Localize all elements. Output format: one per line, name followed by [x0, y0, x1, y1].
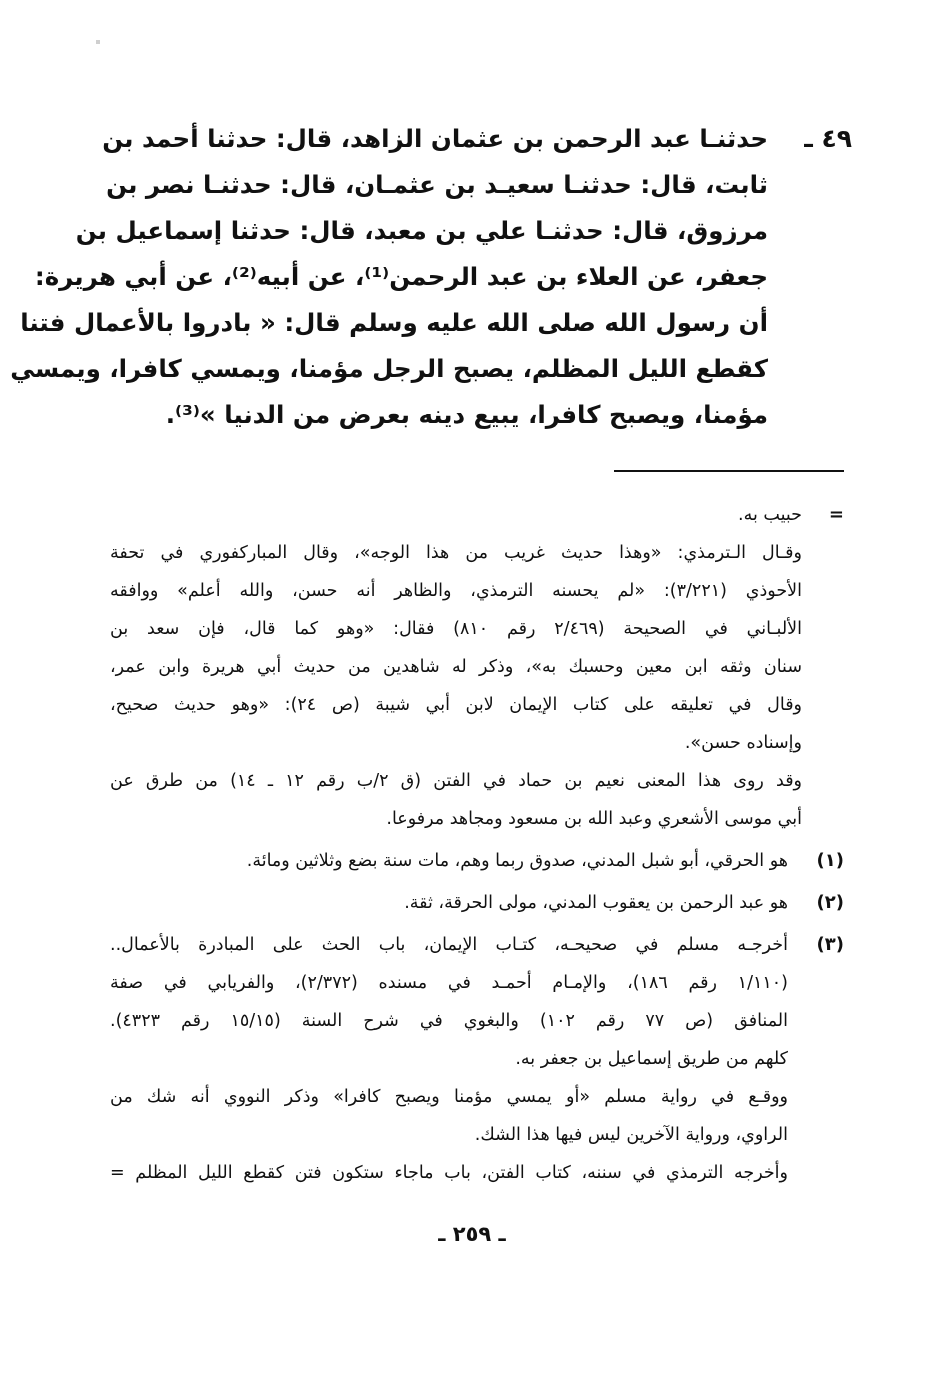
hadith-line: حدثنـا عبد الرحمن بن عثمان الزاهد، قال: حدثنا أحمد بن	[102, 124, 768, 153]
footnote-marker: =	[828, 504, 844, 525]
hadith-text	[10, 116, 768, 438]
footnote-line: أخرجـه مسلم في صحيحـه، كتـاب الإيمان، باب الحث على المبادرة بالأعمال..	[110, 935, 788, 955]
hadith-line: ثابت، قال: حدثنـا سعيـد بن عثمـان، قال: حدثنـا نصر بن	[106, 170, 768, 199]
footnotes	[110, 496, 844, 1196]
hadith-line: كقطع الليل المظلم، يصبح الرجل مؤمنا، ويمسي كافرا، ويمسي	[10, 354, 768, 383]
hadith-49	[10, 116, 852, 438]
footnote-marker: (٣)	[816, 934, 844, 955]
footnote-line: المنافق (ص ٧٧ رقم ١٠٢) والبغوي في شرح السنة (١٥/١٥ رقم ٤٣٢٣).	[110, 1011, 789, 1031]
footnote-text	[110, 926, 788, 1192]
footnote-marker: (١)	[816, 850, 844, 871]
footnote-continuation	[110, 496, 844, 838]
footnote-marker: (٢)	[816, 892, 844, 913]
footnote-line: وقد روى هذا المعنى نعيم بن حماد في الفتن (ق ٢/ب رقم ١٢ ـ ١٤) من طرق عن	[110, 771, 803, 791]
footnote-line: وقـال الـترمذي: «وهذا حديث غريب من هذا الوجه»، وقال المباركفوري في تحفة	[110, 543, 802, 563]
footnote-line: الراوي، ورواية الآخرين ليس فيها هذا الشك.	[474, 1125, 788, 1145]
hadith-line: أن رسول الله صلى الله عليه وسلم قال: « بادروا بالأعمال فتنا	[20, 308, 768, 337]
hadith-number: ٤٩ ـ	[804, 124, 852, 153]
page-number: ـ ٢٥٩ ـ	[438, 1222, 506, 1246]
footnote-text	[110, 496, 802, 838]
footnote-text	[110, 842, 788, 880]
footnote-line: هو الحرقي، أبو شبل المدني، صدوق ربما وهم، مات سنة بضع وثلاثين ومائة.	[246, 851, 788, 871]
footnote-1	[110, 842, 844, 880]
footnote-line: كلهم من طريق إسماعيل بن جعفر به.	[515, 1049, 788, 1069]
footnote-2	[110, 884, 844, 922]
footnote-3	[110, 926, 844, 1192]
footnote-line: وقال في تعليقه على كتاب الإيمان لابن أبي شيبة (ص ٢٤): «وهو حديث صحيح،	[110, 695, 803, 715]
footnote-line: وإسناده حسن».	[684, 733, 802, 753]
footnote-line: الألبـاني في الصحيحة (٢/٤٦٩ رقم ٨١٠) فقال: «وهو كما قال، فإن سعد بن	[110, 619, 802, 639]
footnote-line: هو عبد الرحمن بن يعقوب المدني، مولى الحرقة، ثقة.	[404, 893, 788, 913]
footnote-line: حبيب به.	[738, 505, 802, 525]
hadith-line: مؤمنا، ويصبح كافرا، يبيع دينه بعرض من الدنيا »⁽³⁾.	[165, 400, 768, 429]
hadith-line: مرزوق، قال: حدثنـا علي بن معبد، قال: حدثنا إسماعيل بن	[75, 216, 768, 245]
footnote-line: ووقـع في رواية مسلم «أو يمسي مؤمنا ويصبح كافرا» وذكر النووي أنه شك من	[110, 1087, 788, 1107]
footnote-text	[110, 884, 788, 922]
footnote-line: سنان وثقه ابن معين وحسبك به»، وذكر له شاهدين من حديث أبي هريرة وابن عمر،	[110, 657, 802, 677]
scan-speck	[96, 40, 100, 44]
hadith-line: جعفر، عن العلاء بن عبد الرحمن⁽¹⁾، عن أبيه⁽²⁾، عن أبي هريرة:	[34, 262, 768, 291]
footnote-line: أبي موسى الأشعري وعبد الله بن مسعود ومجاهد مرفوعا.	[386, 809, 802, 829]
footnote-line: الأحوذي (٣/٢٢١): «لم يحسنه الترمذي، والظاهر أنه حسن، والله أعلم» ووافقه	[110, 581, 802, 601]
footnote-separator	[614, 470, 844, 472]
footnote-line: وأخرجه الترمذي في سننه، كتاب الفتن، باب ماجاء ستكون فتن كقطع الليل المظلم =	[110, 1163, 788, 1183]
footnote-line: (١/١١٠ رقم ١٨٦)، والإمـام أحمـد في مسنده (٢/٣٧٢)، والفريابي في صفة	[110, 973, 788, 993]
